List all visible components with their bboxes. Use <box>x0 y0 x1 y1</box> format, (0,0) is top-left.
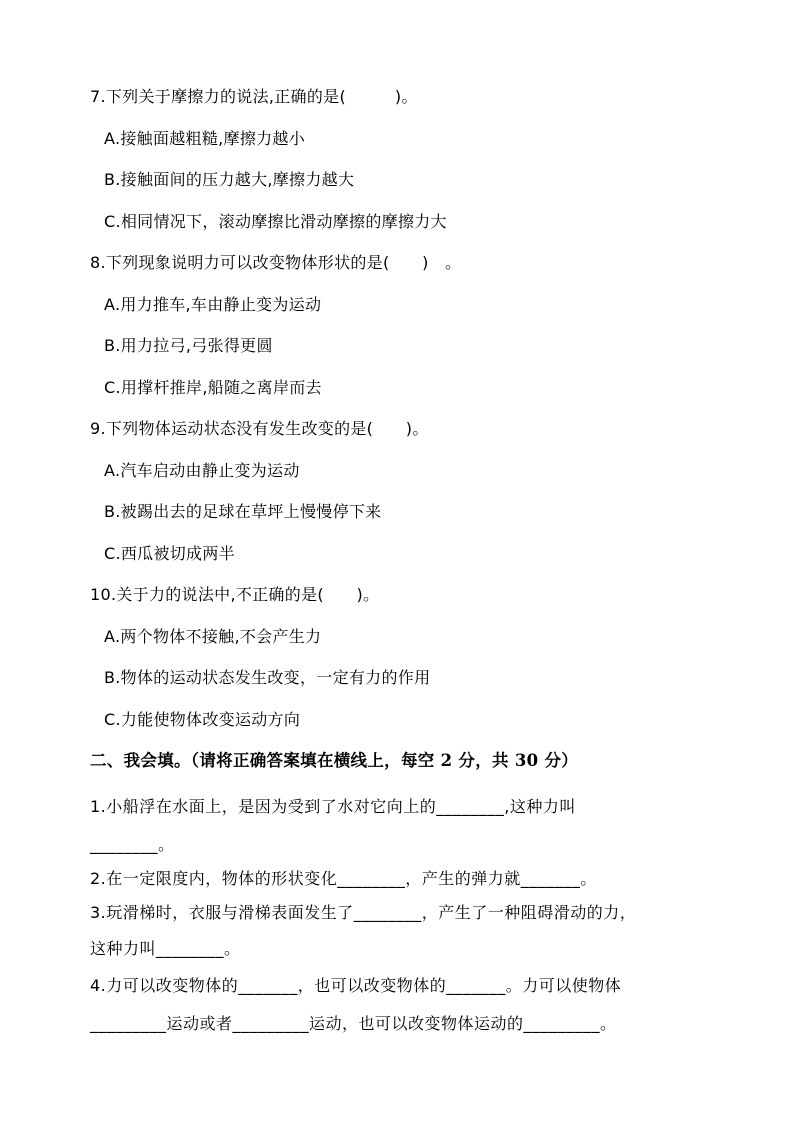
question-7-option-a: A.接触面越粗糙,摩擦力越小 <box>104 129 306 148</box>
question-8-option-b: B.用力拉弓,弓张得更圆 <box>104 336 273 355</box>
fill-line-2: ________。 <box>90 835 175 854</box>
fill-line-4: 3.玩滑梯时，衣服与滑梯表面发生了________，产生了一种阻碍滑动的力， <box>90 903 637 922</box>
section-2-heading: 二、我会填。（请将正确答案填在横线上，每空 2 分，共 30 分） <box>90 751 579 770</box>
question-7-stem: 7.下列关于摩擦力的说法,正确的是( )。 <box>90 87 418 106</box>
fill-line-7: _________运动或者_________运动，也可以改变物体运动的_________。 <box>90 1014 617 1033</box>
question-9-option-a: A.汽车启动由静止变为运动 <box>104 461 300 480</box>
question-10-stem: 10.关于力的说法中,不正确的是( )。 <box>90 585 380 604</box>
question-8-option-a: A.用力推车,车由静止变为运动 <box>104 295 322 314</box>
question-8-option-c: C.用撑杆推岸,船随之离岸而去 <box>104 378 322 397</box>
question-9-option-c: C.西瓜被切成两半 <box>104 544 235 563</box>
question-7-option-c: C.相同情况下，滚动摩擦比滑动摩擦的摩擦力大 <box>104 212 447 231</box>
question-8-stem: 8.下列现象说明力可以改变物体形状的是( ) 。 <box>90 253 462 272</box>
question-10-option-a: A.两个物体不接触,不会产生力 <box>104 627 322 646</box>
question-9-stem: 9.下列物体运动状态没有发生改变的是( )。 <box>90 419 429 438</box>
question-9-option-b: B.被踢出去的足球在草坪上慢慢停下来 <box>104 502 382 521</box>
question-10-option-c: C.力能使物体改变运动方向 <box>104 710 301 729</box>
fill-line-3: 2.在一定限度内，物体的形状变化________，产生的弹力就_______。 <box>90 869 597 888</box>
fill-line-1: 1.小船浮在水面上，是因为受到了水对它向上的________,这种力叫 <box>90 797 576 816</box>
question-7-option-b: B.接触面间的压力越大,摩擦力越大 <box>104 170 355 189</box>
question-10-option-b: B.物体的运动状态发生改变，一定有力的作用 <box>104 668 431 687</box>
fill-line-5: 这种力叫________。 <box>90 939 241 958</box>
fill-line-6: 4.力可以改变物体的_______，也可以改变物体的_______。力可以使物体 <box>90 976 622 995</box>
